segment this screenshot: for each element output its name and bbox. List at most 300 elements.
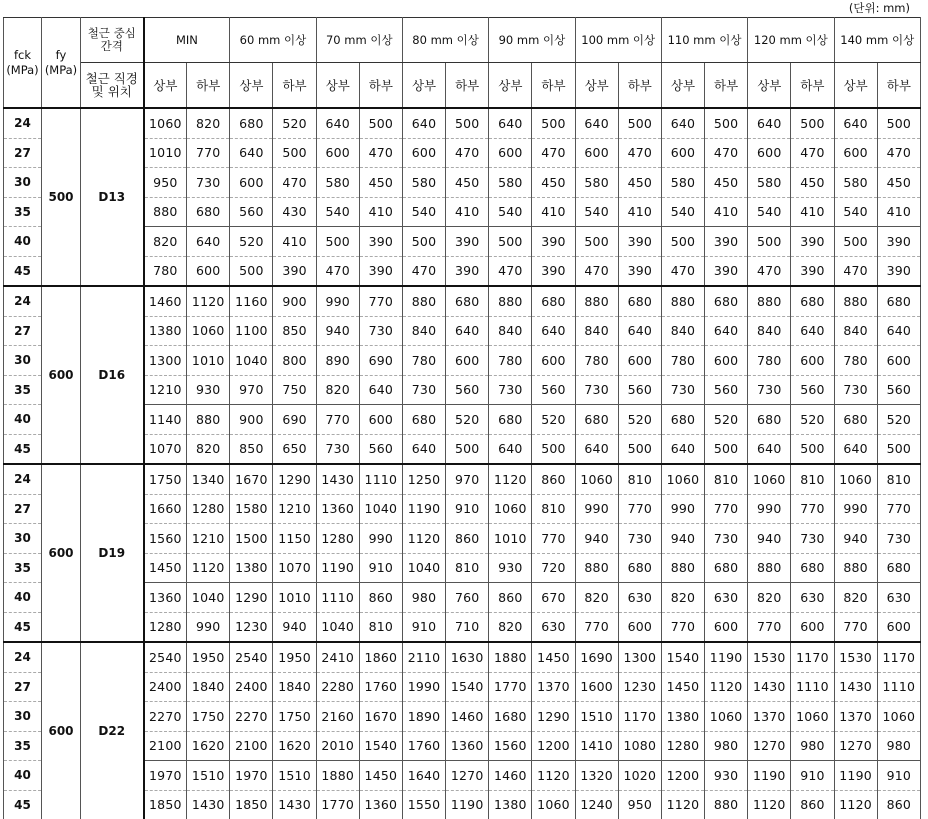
bottom-length-cell: 390 xyxy=(359,256,402,286)
bottom-length-cell: 410 xyxy=(618,197,661,227)
top-bar-header: 상부 xyxy=(402,63,445,109)
top-length-cell: 1120 xyxy=(489,464,532,494)
top-length-cell: 780 xyxy=(575,346,618,376)
top-length-cell: 2400 xyxy=(230,672,273,702)
bottom-length-cell: 450 xyxy=(359,168,402,198)
top-length-cell: 640 xyxy=(661,434,704,464)
top-length-cell: 1770 xyxy=(489,672,532,702)
bottom-length-cell: 470 xyxy=(446,138,489,168)
bottom-length-cell: 1460 xyxy=(446,702,489,732)
bottom-length-cell: 390 xyxy=(791,227,834,257)
top-length-cell: 1230 xyxy=(230,612,273,642)
bottom-length-cell: 680 xyxy=(877,286,920,316)
unit-note: (단위: mm) xyxy=(848,1,910,15)
top-length-cell: 1560 xyxy=(489,731,532,761)
bottom-length-cell: 560 xyxy=(705,375,748,405)
top-length-cell: 1120 xyxy=(834,790,877,819)
top-length-cell: 780 xyxy=(748,346,791,376)
fy-cell: 600 xyxy=(42,464,81,642)
bottom-length-cell: 500 xyxy=(532,434,575,464)
bottom-length-cell: 1150 xyxy=(273,524,316,554)
bottom-length-cell: 1200 xyxy=(532,731,575,761)
top-length-cell: 1640 xyxy=(402,761,445,791)
top-length-cell: 820 xyxy=(748,583,791,613)
top-bar-header: 상부 xyxy=(316,63,359,109)
bottom-length-cell: 410 xyxy=(359,197,402,227)
bottom-length-cell: 810 xyxy=(705,464,748,494)
bottom-length-cell: 770 xyxy=(359,286,402,316)
top-length-cell: 1360 xyxy=(316,494,359,524)
fck-cell: 30 xyxy=(4,346,42,376)
bottom-length-cell: 390 xyxy=(877,256,920,286)
bottom-length-cell: 980 xyxy=(877,731,920,761)
fck-cell: 45 xyxy=(4,434,42,464)
bar-diameter-cell: D22 xyxy=(81,642,144,819)
bottom-length-cell: 730 xyxy=(877,524,920,554)
bottom-length-cell: 390 xyxy=(618,256,661,286)
table-body xyxy=(4,108,921,819)
bottom-length-cell: 520 xyxy=(446,405,489,435)
bottom-length-cell: 1860 xyxy=(359,642,402,672)
bottom-length-cell: 670 xyxy=(532,583,575,613)
bottom-length-cell: 810 xyxy=(446,553,489,583)
top-length-cell: 1160 xyxy=(230,286,273,316)
top-length-cell: 1430 xyxy=(316,464,359,494)
bottom-length-cell: 640 xyxy=(446,316,489,346)
bottom-length-cell: 1840 xyxy=(273,672,316,702)
top-length-cell: 2100 xyxy=(144,731,187,761)
top-length-cell: 1270 xyxy=(834,731,877,761)
bottom-length-cell: 910 xyxy=(791,761,834,791)
spacing-header: 철근 중심 간격 xyxy=(81,18,144,63)
bottom-length-cell: 1360 xyxy=(359,790,402,819)
top-length-cell: 1670 xyxy=(230,464,273,494)
bottom-length-cell: 1280 xyxy=(187,494,230,524)
bottom-length-cell: 1060 xyxy=(532,790,575,819)
top-length-cell: 1890 xyxy=(402,702,445,732)
bottom-length-cell: 640 xyxy=(359,375,402,405)
top-length-cell: 780 xyxy=(402,346,445,376)
top-length-cell: 500 xyxy=(489,227,532,257)
fck-cell: 27 xyxy=(4,494,42,524)
bottom-length-cell: 500 xyxy=(877,108,920,138)
top-length-cell: 730 xyxy=(489,375,532,405)
top-length-cell: 820 xyxy=(575,583,618,613)
bottom-length-cell: 750 xyxy=(273,375,316,405)
spacing-column-header: 100 mm 이상 xyxy=(575,18,661,63)
top-length-cell: 1450 xyxy=(144,553,187,583)
top-length-cell: 840 xyxy=(489,316,532,346)
top-length-cell: 770 xyxy=(834,612,877,642)
fck-cell: 35 xyxy=(4,375,42,405)
top-length-cell: 990 xyxy=(575,494,618,524)
top-length-cell: 780 xyxy=(144,256,187,286)
top-length-cell: 1010 xyxy=(144,138,187,168)
top-length-cell: 640 xyxy=(489,434,532,464)
top-length-cell: 1380 xyxy=(489,790,532,819)
top-length-cell: 1510 xyxy=(575,702,618,732)
bottom-length-cell: 860 xyxy=(532,464,575,494)
bottom-length-cell: 390 xyxy=(618,227,661,257)
bottom-length-cell: 500 xyxy=(446,108,489,138)
development-length-table xyxy=(3,17,921,819)
bottom-bar-header: 하부 xyxy=(877,63,920,109)
top-length-cell: 1060 xyxy=(144,108,187,138)
top-length-cell: 860 xyxy=(489,583,532,613)
bottom-length-cell: 500 xyxy=(359,108,402,138)
bottom-length-cell: 650 xyxy=(273,434,316,464)
bottom-length-cell: 1060 xyxy=(187,316,230,346)
top-length-cell: 640 xyxy=(834,434,877,464)
top-length-cell: 1370 xyxy=(748,702,791,732)
top-length-cell: 930 xyxy=(489,553,532,583)
top-length-cell: 1580 xyxy=(230,494,273,524)
bar-diameter-cell: D19 xyxy=(81,464,144,642)
fck-cell: 35 xyxy=(4,553,42,583)
bottom-length-cell: 860 xyxy=(791,790,834,819)
bottom-length-cell: 1950 xyxy=(273,642,316,672)
top-length-cell: 880 xyxy=(575,286,618,316)
top-length-cell: 600 xyxy=(316,138,359,168)
bottom-length-cell: 880 xyxy=(705,790,748,819)
bottom-length-cell: 390 xyxy=(446,256,489,286)
bottom-length-cell: 1080 xyxy=(618,731,661,761)
bottom-length-cell: 1170 xyxy=(791,642,834,672)
top-length-cell: 600 xyxy=(661,138,704,168)
bar-diameter-cell: D13 xyxy=(81,108,144,286)
bottom-length-cell: 520 xyxy=(791,405,834,435)
bottom-length-cell: 500 xyxy=(791,434,834,464)
top-length-cell: 600 xyxy=(834,138,877,168)
bottom-length-cell: 1430 xyxy=(273,790,316,819)
top-length-cell: 880 xyxy=(834,553,877,583)
top-length-cell: 730 xyxy=(748,375,791,405)
bottom-length-cell: 410 xyxy=(791,197,834,227)
bottom-length-cell: 680 xyxy=(618,553,661,583)
fck-cell: 24 xyxy=(4,286,42,316)
bottom-length-cell: 640 xyxy=(187,227,230,257)
bottom-length-cell: 1270 xyxy=(446,761,489,791)
top-length-cell: 470 xyxy=(834,256,877,286)
top-length-cell: 580 xyxy=(748,168,791,198)
fck-cell: 40 xyxy=(4,227,42,257)
top-length-cell: 1280 xyxy=(661,731,704,761)
top-length-cell: 1880 xyxy=(316,761,359,791)
bottom-length-cell: 690 xyxy=(359,346,402,376)
bottom-length-cell: 450 xyxy=(446,168,489,198)
top-length-cell: 1290 xyxy=(230,583,273,613)
top-length-cell: 880 xyxy=(748,286,791,316)
bottom-length-cell: 1360 xyxy=(446,731,489,761)
spacing-column-header: 110 mm 이상 xyxy=(661,18,747,63)
bottom-length-cell: 1540 xyxy=(359,731,402,761)
bottom-length-cell: 560 xyxy=(359,434,402,464)
top-length-cell: 980 xyxy=(402,583,445,613)
top-bar-header: 상부 xyxy=(661,63,704,109)
bottom-length-cell: 390 xyxy=(705,256,748,286)
top-length-cell: 470 xyxy=(489,256,532,286)
bottom-length-cell: 1750 xyxy=(187,702,230,732)
bottom-length-cell: 680 xyxy=(618,286,661,316)
top-length-cell: 1040 xyxy=(230,346,273,376)
bottom-length-cell: 730 xyxy=(791,524,834,554)
fck-cell: 30 xyxy=(4,168,42,198)
bottom-length-cell: 500 xyxy=(705,108,748,138)
bottom-length-cell: 390 xyxy=(705,227,748,257)
bottom-length-cell: 1370 xyxy=(532,672,575,702)
bottom-length-cell: 1760 xyxy=(359,672,402,702)
bottom-bar-header: 하부 xyxy=(532,63,575,109)
top-length-cell: 1550 xyxy=(402,790,445,819)
bottom-length-cell: 1010 xyxy=(187,346,230,376)
bottom-length-cell: 600 xyxy=(618,612,661,642)
top-length-cell: 1120 xyxy=(661,790,704,819)
bottom-length-cell: 1540 xyxy=(446,672,489,702)
bottom-length-cell: 720 xyxy=(532,553,575,583)
top-length-cell: 820 xyxy=(316,375,359,405)
top-length-cell: 1060 xyxy=(575,464,618,494)
top-length-cell: 780 xyxy=(834,346,877,376)
bottom-bar-header: 하부 xyxy=(705,63,748,109)
top-length-cell: 2010 xyxy=(316,731,359,761)
top-length-cell: 580 xyxy=(575,168,618,198)
top-length-cell: 880 xyxy=(748,553,791,583)
top-length-cell: 940 xyxy=(834,524,877,554)
top-length-cell: 1040 xyxy=(316,612,359,642)
top-length-cell: 680 xyxy=(489,405,532,435)
bottom-length-cell: 930 xyxy=(187,375,230,405)
bottom-length-cell: 560 xyxy=(618,375,661,405)
top-length-cell: 840 xyxy=(661,316,704,346)
top-length-cell: 1660 xyxy=(144,494,187,524)
bottom-length-cell: 820 xyxy=(187,108,230,138)
fck-cell: 24 xyxy=(4,108,42,138)
bottom-length-cell: 600 xyxy=(791,612,834,642)
bottom-length-cell: 600 xyxy=(705,346,748,376)
bottom-length-cell: 450 xyxy=(618,168,661,198)
bottom-length-cell: 560 xyxy=(446,375,489,405)
fck-cell: 24 xyxy=(4,464,42,494)
top-length-cell: 640 xyxy=(230,138,273,168)
bottom-length-cell: 1190 xyxy=(446,790,489,819)
top-length-cell: 1970 xyxy=(144,761,187,791)
bottom-length-cell: 880 xyxy=(187,405,230,435)
bottom-length-cell: 860 xyxy=(359,583,402,613)
top-length-cell: 880 xyxy=(575,553,618,583)
top-length-cell: 1880 xyxy=(489,642,532,672)
top-length-cell: 1850 xyxy=(230,790,273,819)
top-length-cell: 730 xyxy=(575,375,618,405)
bottom-length-cell: 450 xyxy=(705,168,748,198)
top-length-cell: 640 xyxy=(834,108,877,138)
top-length-cell: 770 xyxy=(661,612,704,642)
top-length-cell: 1140 xyxy=(144,405,187,435)
top-length-cell: 1530 xyxy=(748,642,791,672)
top-length-cell: 500 xyxy=(575,227,618,257)
top-length-cell: 500 xyxy=(661,227,704,257)
top-length-cell: 1460 xyxy=(144,286,187,316)
top-length-cell: 990 xyxy=(748,494,791,524)
bottom-length-cell: 1450 xyxy=(359,761,402,791)
bottom-length-cell: 390 xyxy=(791,256,834,286)
top-length-cell: 640 xyxy=(661,108,704,138)
bottom-bar-header: 하부 xyxy=(273,63,316,109)
top-length-cell: 880 xyxy=(402,286,445,316)
top-length-cell: 520 xyxy=(230,227,273,257)
top-length-cell: 680 xyxy=(575,405,618,435)
top-length-cell: 500 xyxy=(230,256,273,286)
bottom-length-cell: 680 xyxy=(187,197,230,227)
bottom-length-cell: 730 xyxy=(187,168,230,198)
top-length-cell: 470 xyxy=(402,256,445,286)
bottom-length-cell: 680 xyxy=(532,286,575,316)
top-length-cell: 640 xyxy=(489,108,532,138)
top-length-cell: 580 xyxy=(402,168,445,198)
bottom-length-cell: 970 xyxy=(446,464,489,494)
top-length-cell: 780 xyxy=(661,346,704,376)
bottom-length-cell: 850 xyxy=(273,316,316,346)
top-length-cell: 1280 xyxy=(316,524,359,554)
top-length-cell: 820 xyxy=(144,227,187,257)
top-length-cell: 600 xyxy=(575,138,618,168)
bottom-length-cell: 520 xyxy=(705,405,748,435)
top-length-cell: 680 xyxy=(230,108,273,138)
top-length-cell: 940 xyxy=(575,524,618,554)
top-bar-header: 상부 xyxy=(489,63,532,109)
spacing-column-header: 60 mm 이상 xyxy=(230,18,316,63)
top-length-cell: 2540 xyxy=(230,642,273,672)
top-length-cell: 880 xyxy=(661,286,704,316)
bottom-length-cell: 1210 xyxy=(187,524,230,554)
top-length-cell: 1500 xyxy=(230,524,273,554)
top-length-cell: 470 xyxy=(316,256,359,286)
bottom-length-cell: 500 xyxy=(618,434,661,464)
top-length-cell: 990 xyxy=(834,494,877,524)
fck-cell: 40 xyxy=(4,761,42,791)
bottom-length-cell: 1670 xyxy=(359,702,402,732)
top-bar-header: 상부 xyxy=(834,63,877,109)
bottom-bar-header: 하부 xyxy=(446,63,489,109)
top-length-cell: 820 xyxy=(834,583,877,613)
bottom-length-cell: 910 xyxy=(359,553,402,583)
top-length-cell: 1370 xyxy=(834,702,877,732)
bottom-length-cell: 500 xyxy=(446,434,489,464)
bottom-length-cell: 1110 xyxy=(359,464,402,494)
top-length-cell: 640 xyxy=(316,108,359,138)
bottom-length-cell: 1950 xyxy=(187,642,230,672)
top-length-cell: 2540 xyxy=(144,642,187,672)
top-length-cell: 1320 xyxy=(575,761,618,791)
bottom-length-cell: 630 xyxy=(618,583,661,613)
top-length-cell: 1250 xyxy=(402,464,445,494)
top-bar-header: 상부 xyxy=(144,63,187,109)
top-length-cell: 1190 xyxy=(402,494,445,524)
top-length-cell: 1530 xyxy=(834,642,877,672)
bottom-length-cell: 810 xyxy=(618,464,661,494)
bottom-length-cell: 1060 xyxy=(705,702,748,732)
top-length-cell: 1010 xyxy=(489,524,532,554)
top-length-cell: 900 xyxy=(230,405,273,435)
bottom-length-cell: 1510 xyxy=(273,761,316,791)
spacing-column-header: MIN xyxy=(144,18,230,63)
top-length-cell: 990 xyxy=(661,494,704,524)
top-length-cell: 1270 xyxy=(748,731,791,761)
top-length-cell: 500 xyxy=(748,227,791,257)
top-length-cell: 1100 xyxy=(230,316,273,346)
bottom-length-cell: 680 xyxy=(446,286,489,316)
bottom-length-cell: 430 xyxy=(273,197,316,227)
bottom-length-cell: 600 xyxy=(532,346,575,376)
bottom-length-cell: 450 xyxy=(532,168,575,198)
bottom-length-cell: 680 xyxy=(877,553,920,583)
top-length-cell: 1060 xyxy=(834,464,877,494)
bottom-length-cell: 520 xyxy=(273,108,316,138)
bottom-length-cell: 770 xyxy=(705,494,748,524)
bottom-length-cell: 810 xyxy=(532,494,575,524)
bottom-length-cell: 710 xyxy=(446,612,489,642)
top-length-cell: 540 xyxy=(748,197,791,227)
top-length-cell: 730 xyxy=(661,375,704,405)
top-length-cell: 680 xyxy=(834,405,877,435)
top-bar-header: 상부 xyxy=(748,63,791,109)
bottom-length-cell: 1020 xyxy=(618,761,661,791)
bottom-length-cell: 1290 xyxy=(532,702,575,732)
bottom-length-cell: 680 xyxy=(705,286,748,316)
top-length-cell: 1210 xyxy=(144,375,187,405)
bottom-length-cell: 1620 xyxy=(273,731,316,761)
top-length-cell: 1060 xyxy=(489,494,532,524)
bottom-length-cell: 980 xyxy=(705,731,748,761)
top-length-cell: 890 xyxy=(316,346,359,376)
top-length-cell: 850 xyxy=(230,434,273,464)
fck-cell: 30 xyxy=(4,702,42,732)
top-length-cell: 580 xyxy=(834,168,877,198)
top-length-cell: 2400 xyxy=(144,672,187,702)
top-length-cell: 1680 xyxy=(489,702,532,732)
fy-header: fy (MPa) xyxy=(42,18,81,109)
bottom-length-cell: 990 xyxy=(359,524,402,554)
bottom-length-cell: 410 xyxy=(532,197,575,227)
bottom-length-cell: 980 xyxy=(791,731,834,761)
bottom-length-cell: 500 xyxy=(791,108,834,138)
top-length-cell: 500 xyxy=(316,227,359,257)
bottom-length-cell: 1630 xyxy=(446,642,489,672)
spacing-column-header: 80 mm 이상 xyxy=(402,18,488,63)
bottom-length-cell: 1040 xyxy=(359,494,402,524)
top-length-cell: 1070 xyxy=(144,434,187,464)
bottom-length-cell: 950 xyxy=(618,790,661,819)
bottom-length-cell: 1070 xyxy=(273,553,316,583)
bottom-length-cell: 680 xyxy=(791,553,834,583)
top-length-cell: 840 xyxy=(575,316,618,346)
top-length-cell: 840 xyxy=(402,316,445,346)
bottom-length-cell: 500 xyxy=(877,434,920,464)
bottom-length-cell: 1450 xyxy=(532,642,575,672)
top-length-cell: 600 xyxy=(489,138,532,168)
top-bar-header: 상부 xyxy=(230,63,273,109)
top-length-cell: 1110 xyxy=(316,583,359,613)
top-length-cell: 880 xyxy=(661,553,704,583)
bottom-length-cell: 1040 xyxy=(187,583,230,613)
top-length-cell: 680 xyxy=(748,405,791,435)
bottom-length-cell: 630 xyxy=(877,583,920,613)
top-length-cell: 580 xyxy=(489,168,532,198)
spacing-column-header: 140 mm 이상 xyxy=(834,18,921,63)
bottom-length-cell: 470 xyxy=(877,138,920,168)
bottom-length-cell: 1170 xyxy=(877,642,920,672)
bottom-length-cell: 680 xyxy=(791,286,834,316)
top-length-cell: 1560 xyxy=(144,524,187,554)
